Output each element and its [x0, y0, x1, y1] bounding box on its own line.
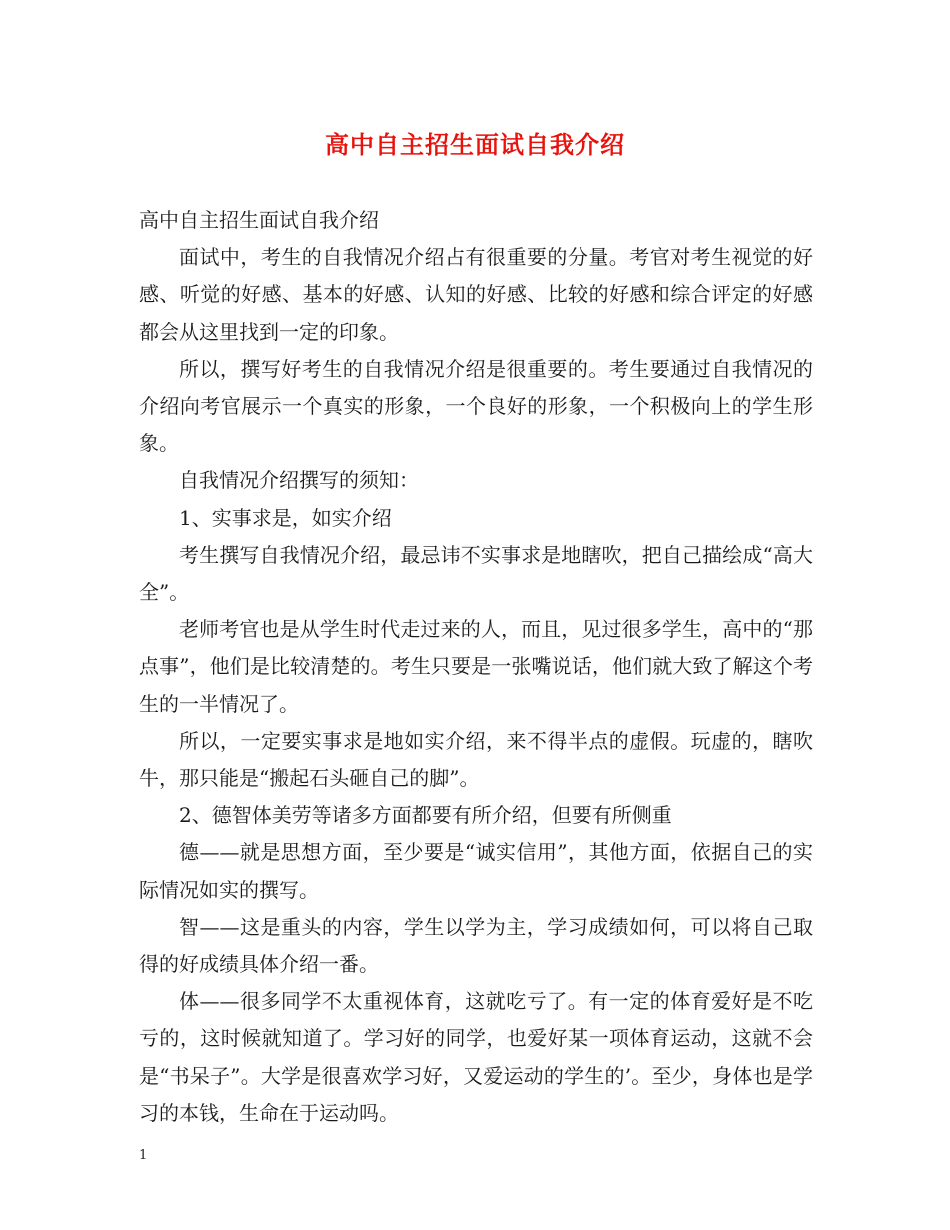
paragraph-heading: 高中自主招生面试自我介绍	[139, 208, 379, 232]
paragraph-intellect: 智——这是重头的内容，学生以学为主，学习成绩如何，可以将自己取得的好成绩具体介绍一番。	[139, 914, 813, 977]
page-number: 1	[139, 1148, 148, 1163]
paragraph-intro: 面试中，考生的自我情况介绍占有很重要的分量。考官对考生视觉的好感、听觉的好感、基本的好感、认知的好感、比较的好感和综合评定的好感都会从这里找到一定的印象。	[139, 245, 813, 344]
paragraph-point-1: 1、实事求是，如实介绍	[179, 505, 392, 530]
document-title: 高中自主招生面试自我介绍	[325, 130, 625, 159]
paragraph-notes-heading: 自我情况介绍撰写的须知：	[179, 468, 419, 493]
paragraph-teachers: 老师考官也是从学生时代走过来的人，而且，见过很多学生，高中的“那点事”，他们是比较清楚的。考生只要是一张嘴说话，他们就大致了解这个考生的一半情况了。	[139, 617, 813, 716]
paragraph-morality: 德——就是思想方面，至少要是“诚实信用”，其他方面，依据自己的实际情况如实的撰写。	[139, 840, 813, 902]
document-body	[139, 202, 813, 1132]
paragraph-point-1-detail: 考生撰写自我情况介绍，最忌讳不实事求是地瞎吹，把自己描绘成“高大全”。	[139, 542, 813, 605]
paragraph-physical: 体——很多同学不太重视体育，这就吃亏了。有一定的体育爱好是不吃亏的，这时候就知道了。学习好的同学，也爱好某一项体育运动，这就不会是“书呆子”。大学是很喜欢学习好，又爱运动的学生的’。至少，身体也是学习的本钱，生命在于运动吗。	[139, 989, 813, 1125]
paragraph-point-2: 2、德智体美劳等诸多方面都要有所介绍，但要有所侧重	[179, 803, 672, 828]
paragraph-importance: 所以，撰写好考生的自我情况介绍是很重要的。考生要通过自我情况的介绍向考官展示一个真实的形象，一个良好的形象，一个积极向上的学生形象。	[139, 356, 813, 456]
paragraph-honesty: 所以，一定要实事求是地如实介绍，来不得半点的虚假。玩虚的，瞎吹牛，那只能是“搬起石头砸自己的脚”。	[139, 728, 813, 791]
